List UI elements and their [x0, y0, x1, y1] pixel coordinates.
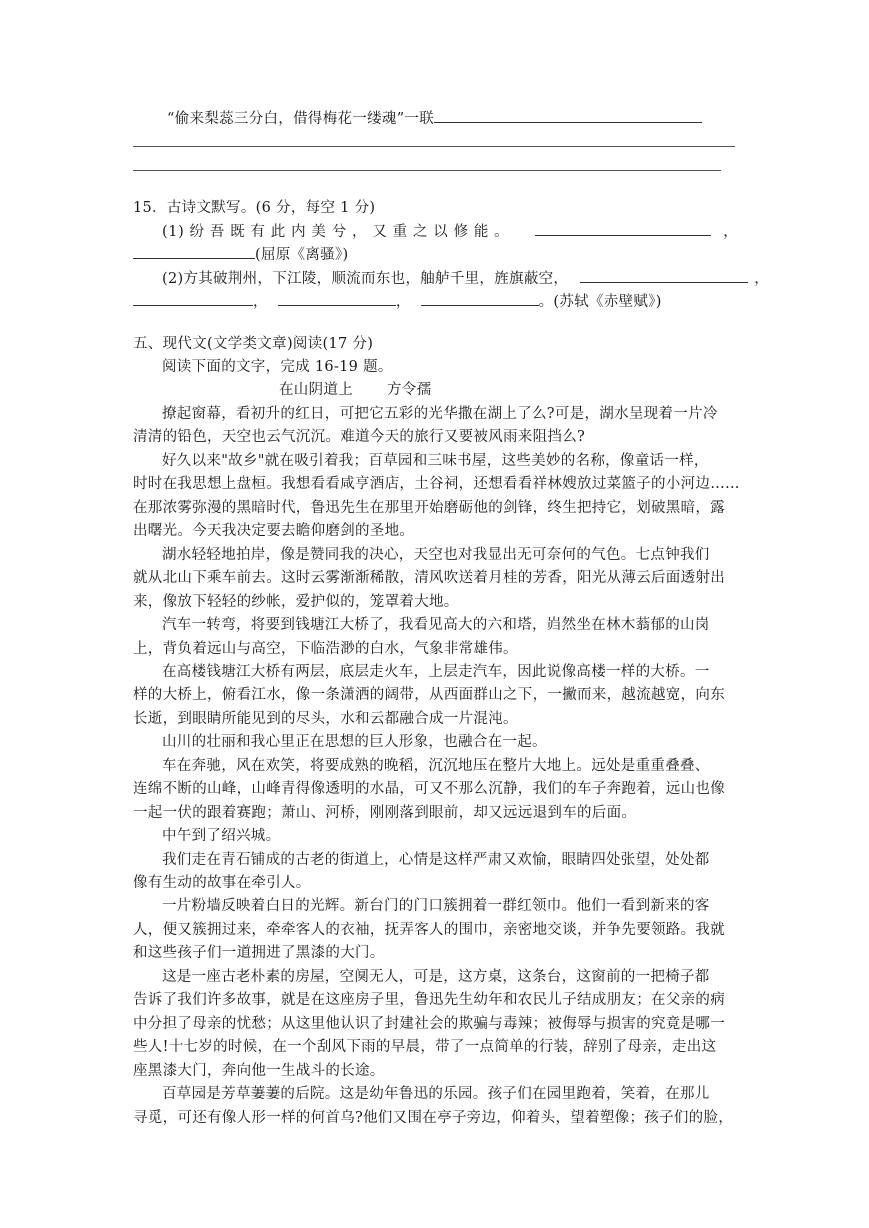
answer-blank[interactable]: [434, 108, 702, 123]
q15-item-1: [162, 221, 738, 242]
article-line: 我们走在青石铺成的古老的街道上，心情是这样严肃又欢愉，眼睛四处张望，处处都: [162, 851, 710, 868]
article-line: 中午到了绍兴城。: [162, 828, 281, 845]
q15-item-2-comma: ，: [754, 271, 770, 287]
article-line: 时时在我思想上盘桓。我想看看咸亨酒店，土谷祠，还想看看祥林嫂放过菜篮子的小河边……: [133, 476, 740, 493]
article-line: 出曙光。今天我决定要去瞻仰磨剑的圣地。: [133, 523, 415, 540]
article-line: 寻觅，可还有像人形一样的何首乌?他们又围在亭子旁边，仰着头，望着塑像；孩子们的脸，: [133, 1109, 734, 1126]
article-line: 连绵不断的山峰，山峰青得像透明的水晶，可又不那么沉静，我们的车子奔跑着，远山也像: [133, 781, 725, 798]
article-line: 座黑漆大门，奔向他一生战斗的长途。: [133, 1062, 385, 1079]
answer-blank[interactable]: [421, 291, 539, 306]
article-line: 上，背负着远山与高空，下临浩渺的白水，气象非常雄伟。: [133, 640, 518, 657]
article-line: 样的大桥上，俯看江水，像一条潇洒的阔带，从西面群山之下，一撇而来，越流越宽，向东: [133, 687, 725, 704]
q15-item-1-text: (1) 纷 吾 既 有 此 内 美 兮 ， 又 重 之 以 修 能 。: [162, 224, 510, 240]
article-line: 像有生动的故事在牵引人。: [133, 875, 311, 891]
separator: ，: [253, 294, 268, 310]
q15-item-2: [162, 268, 769, 289]
article-line: 清清的铅色，天空也云气沉沉。难道今天的旅行又要被风雨来阻挡么?: [133, 429, 586, 446]
answer-line[interactable]: [133, 170, 721, 171]
article-line: 一片粉墙反映着白日的光辉。新台门的门口簇拥着一群红领巾。他们一看到新来的客: [162, 898, 710, 915]
q15-item-1-comma: ，: [723, 224, 739, 240]
article-line: 好久以来"故乡"就在吸引着我；百草园和三味书屋，这些美妙的名称，像童话一样，: [162, 452, 709, 469]
article-line: 这是一座古老朴素的房屋，空阒无人，可是，这方桌，这条台，这窗前的一把椅子都: [162, 968, 710, 985]
article-line: 山川的壮丽和我心里正在思想的巨人形象，也融合在一起。: [162, 734, 547, 751]
couplet-prompt: “偷来梨蕊三分白，借得梅花一缕魂”一联: [167, 111, 435, 127]
article-line: 和这些孩子们一道拥进了黑漆的大门。: [133, 945, 385, 962]
article-line: 在高楼钱塘江大桥有两层，底层走火车，上层走汽车，因此说像高楼一样的大桥。一: [162, 663, 710, 680]
article-line: 长逝，到眼睛所能见到的尽头，水和云都融合成一片混沌。: [133, 710, 518, 727]
question-15-title: 15．古诗文默写。(6 分，每空 1 分): [133, 200, 376, 216]
article-line: 汽车一转弯，将要到钱塘江大桥了，我看见高大的六和塔，岿然坐在林木蓊郁的山岗: [162, 617, 710, 634]
article-line: 人，便又簇拥过来，牵牵客人的衣袖，抚弄客人的围巾，亲密地交谈，并争先要领路。我就: [133, 921, 725, 938]
q15-item-2-end: 。(苏轼《赤壁赋》): [538, 294, 662, 310]
answer-line[interactable]: [133, 146, 735, 147]
article-line: 就从北山下乘车前去。这时云雾渐渐稀散，清风吹送着月桂的芳香，阳光从薄云后面透射出: [133, 570, 725, 587]
article-author: 方令孺: [387, 382, 432, 398]
article-heading: [279, 380, 431, 400]
article-line: 中分担了母亲的忧愁；从这里他认识了封建社会的欺骗与毒辣；被侮辱与损害的究竟是哪一: [133, 1015, 725, 1032]
answer-blank[interactable]: [535, 221, 711, 236]
section-5-instruction: 阅读下面的文字，完成 16-19 题。: [162, 359, 393, 375]
answer-blank[interactable]: [133, 244, 255, 259]
answer-blank[interactable]: [278, 291, 396, 306]
article-line: 撩起窗幕，看初升的红日，可把它五彩的光华撒在湖上了么?可是，湖水呈现着一片冷: [162, 406, 718, 422]
article-line: 一起一伏的跟着赛跑；萧山、河桥，刚刚落到眼前，却又远远退到车的后面。: [133, 804, 637, 821]
article-line: 告诉了我们许多故事，就是在这座房子里，鲁迅先生幼年和农民儿子结成朋友；在父亲的病: [133, 992, 725, 1009]
article-line: 百草园是芳草萋萋的后院。这是幼年鲁迅的乐园。孩子们在园里跑着，笑着，在那儿: [162, 1086, 710, 1103]
q15-item-2-text: (2)方其破荆州，下江陵，顺流而东也，舳舻千里，旌旗蔽空，: [162, 271, 569, 287]
article-line: 车在奔驰，风在欢笑，将要成熟的晚稻，沉沉地压在整片大地上。远处是重重叠叠、: [162, 757, 710, 774]
article-line: 湖水轻轻地拍岸，像是赞同我的决心，天空也对我显出无可奈何的气色。七点钟我们: [162, 546, 710, 563]
answer-blank[interactable]: [133, 291, 253, 306]
article-line: 些人!十七岁的时候，在一个刮风下雨的早晨，带了一点简单的行装，辞别了母亲，走出这: [133, 1039, 717, 1056]
article-line: 在那浓雾弥漫的黑暗时代，鲁迅先生在那里开始磨砺他的剑锋，终生把持它，划破黑暗，露: [133, 499, 725, 516]
article-title: 在山阴道上: [279, 382, 353, 398]
answer-blank[interactable]: [580, 268, 748, 283]
q15-item-1-source: (屈原《离骚》): [255, 247, 349, 263]
q15-item-2-cont: [133, 291, 662, 312]
q15-item-1-source-line: [133, 244, 348, 265]
separator: ，: [395, 294, 411, 310]
section-5-title: 五、现代文(文学类文章)阅读(17 分): [133, 336, 374, 352]
article-line: 来，像放下轻轻的纱帐，爱护似的，笼罩着大地。: [133, 593, 459, 610]
couplet-prompt-line: [167, 108, 702, 129]
